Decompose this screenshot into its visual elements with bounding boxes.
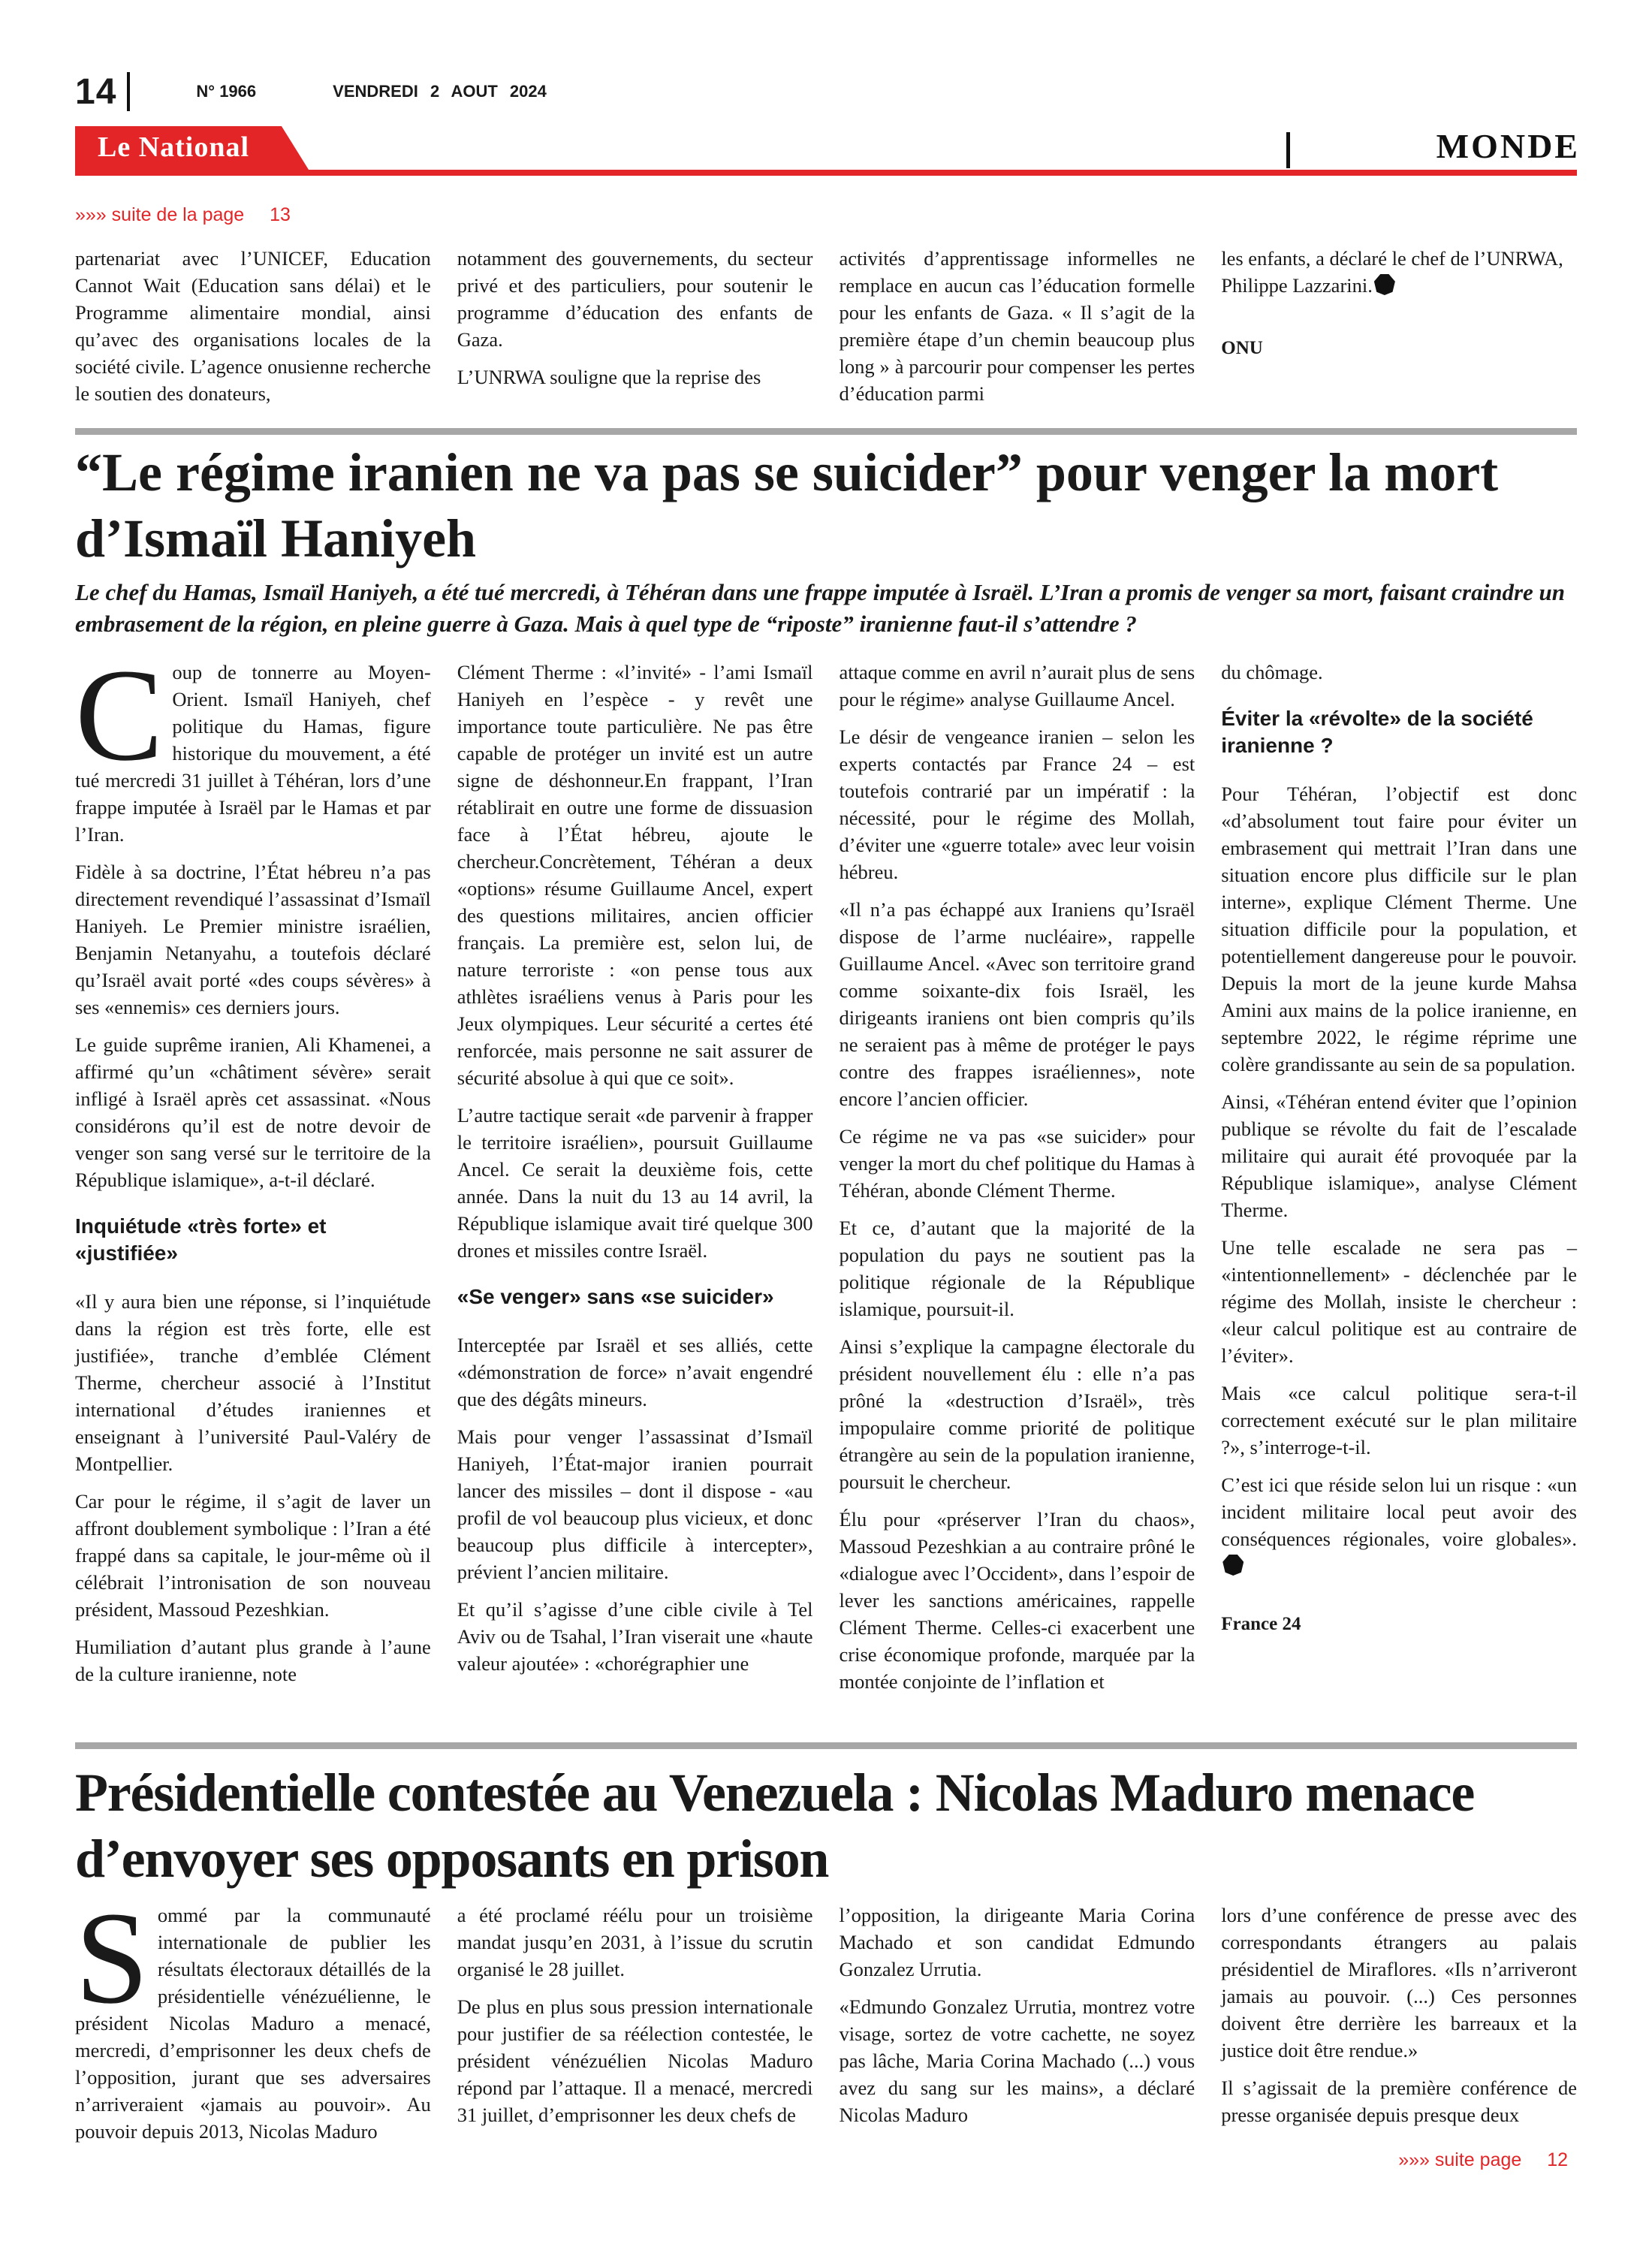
paragraph	[75, 642, 431, 848]
paragraph: a été proclamé réélu pour un troisième mandat jusqu’en 2031, à l’issue du scrutin organisé le 28 juillet.	[457, 1904, 813, 1980]
jump-label: suite de la page	[111, 204, 245, 225]
end-of-article-icon	[1222, 1555, 1244, 1576]
section-title: MONDE	[1436, 127, 1580, 165]
subheading: Inquiétude «très forte» et «justifiée»	[75, 1214, 327, 1265]
paragraph: Il s’agissait de la première conférence de presse organisée depuis presque deux	[1221, 2077, 1577, 2126]
paragraph: partenariat avec l’UNICEF, Education Cannot Wait (Education sans délai) et le Programme alimentaire mondial, ainsi qu’avec des organisations locales de la société civile. L’agence onusienne recherche le soutien des donateurs,	[75, 247, 431, 405]
jump-page: 12	[1547, 2149, 1568, 2170]
paragraph: Ainsi s’explique la campagne électorale du président nouvellement élu : elle n’a pas prôné la «destruction d’Israël», très impopulaire comme priorité de politique étrangère au sein de la population iranienne, poursuit le chercheur.	[839, 1335, 1195, 1493]
paragraph: Mais «ce calcul politique sera-t-il correctement exécuté sur le plan militaire ?», s’interroge-t-il.	[1221, 1382, 1577, 1458]
paragraph	[1221, 1471, 1577, 1579]
paragraph: L’autre tactique serait «de parvenir à frapper le territoire israélien», poursuit Guillaume Ancel. Ce serait la deuxième fois, cette année. Dans la nuit du 13 au 14 avril, la République islamique avait tiré quelque 300 drones et missiles contre Israël.	[457, 1104, 813, 1262]
paragraph: Et qu’il s’agisse d’une cible civile à Tel Aviv ou de Tsahal, l’Iran viserait une «haute valeur ajoutée» : «chorégraphier une	[457, 1598, 813, 1675]
paragraph: activités d’apprentissage informelles ne remplace en aucun cas l’éducation formelle pour les enfants de Gaza. « Il s’agit de la première étape d’un chemin beaucoup plus long » à parcourir pour compenser les pertes d’éducation parmi	[839, 247, 1195, 405]
article-signature: ONU	[1221, 338, 1263, 358]
end-of-article-icon	[1374, 274, 1395, 295]
paragraph-text: oup de tonnerre au Moyen-Orient. Ismaïl Haniyeh, chef politique du Hamas, figure historique du mouvement, a été tué mercredi 31 juillet à Téhéran, lors d’une frappe imputée à Israël par le Hamas et par l’Iran.	[75, 661, 431, 846]
paragraph: Le désir de vengeance iranien – selon les experts contactés par France 24 – est toutefois contrarié par un impératif : la nécessité, pour le régime des Mollah, d’éviter une «guerre totale» avec leur voisin hébreu.	[839, 725, 1195, 883]
column-1	[75, 245, 431, 407]
paragraph: Élu pour «préserver l’Iran du chaos», Massoud Pezeshkian a au contraire prôné le «dialogue avec l’Occident», dans l’espoir de lever les sanctions américaines, rappelle Clément Therme. Celles-ci exacerbent une crise économique profonde, marquée par la montée conjointe de l’inflation et	[839, 1508, 1195, 1693]
paragraph: Mais pour venger l’assassinat d’Ismaïl Haniyeh, l’État-major iranien pourrait lancer des missiles – dont il dispose - «au profil de vol beaucoup plus vicieux, et donc beaucoup plus difficile à intercepter», prévient l’ancien militaire.	[457, 1425, 813, 1583]
article-body	[75, 1885, 1577, 2145]
paragraph: notamment des gouvernements, du secteur privé et des particuliers, pour soutenir le programme d’éducation des enfants de Gaza.	[457, 247, 813, 351]
paragraph: Ce régime ne va pas «se suicider» pour venger la mort du chef politique du Hamas à Téhéran, abonde Clément Therme.	[839, 1125, 1195, 1202]
header-divider	[127, 72, 130, 111]
column-1	[75, 642, 431, 1695]
paragraph: L’UNRWA souligne que la reprise des	[457, 366, 761, 388]
column-2	[457, 245, 813, 407]
paragraph: Pour Téhéran, l’objectif est donc «d’absolument tout faire pour éviter un embrasement qui mettrait l’Iran dans une situation encore plus difficile sur le plan interne», explique Clément Therme. Une situation difficile pour la population, et potentiellement dangereuse pour le pouvoir. Depuis la mort de la jeune kurde Mahsa Amini aux mains de la police iranienne, en septembre 2022, le régime réprime une colère grandissante au sein de sa population.	[1221, 783, 1577, 1075]
paragraph-text: les enfants, a déclaré le chef de l’UNRWA, Philippe Lazzarini.	[1221, 247, 1563, 297]
paragraph: «Il y aura bien une réponse, si l’inquiétude dans la région est très forte, elle est justifiée», tranche d’emblée Clément Therme, chercheur associé à l’Institut international d’études iraniennes et enseignant à l’université Paul-Valéry de Montpellier.	[75, 1290, 431, 1475]
issue-number: N° 1966	[196, 82, 257, 101]
subheading: Éviter la «révolte» de la société iranienne ?	[1221, 707, 1533, 757]
jump-arrows: »»»	[75, 204, 107, 225]
paragraph: «Il n’a pas échappé aux Iraniens qu’Israël dispose de l’arme nucléaire», rappelle Guillaume Ancel. «Avec son territoire grand comme soixante-dix fois Israël, les dirigeants iraniens ont bien compris qu’ils ne seraient pas à même de protéger le pays contre des frappes israéliennes», note encore l’ancien officier.	[839, 898, 1195, 1110]
jump-arrows: »»»	[1398, 2149, 1430, 2170]
column-3	[840, 245, 1195, 407]
jump-label: suite page	[1434, 2149, 1522, 2170]
column-3	[840, 659, 1195, 1695]
column-4	[1221, 1902, 1577, 2145]
continued-on	[1398, 2149, 1568, 2171]
paragraph: Et ce, d’autant que la majorité de la population du pays ne soutient pas la politique régionale de la République islamique, poursuit-il.	[839, 1217, 1195, 1320]
paragraph: De plus en plus sous pression internationale pour justifier de sa réélection contestée, le président vénézuélien Nicolas Maduro répond par l’attaque. Il a menacé, mercredi 31 juillet, d’emprisonner les deux chefs de	[457, 1995, 813, 2126]
paragraph: Fidèle à sa doctrine, l’État hébreu n’a pas directement revendiqué l’assassinat d’Ismaïl Haniyeh. Le Premier ministre israélien, Benjamin Netanyahu, a toutefois déclaré qu’Israël avait porté «des coups sévères» à ses «ennemis» ces derniers jours.	[75, 861, 431, 1018]
brand-rule	[75, 170, 1577, 176]
paragraph	[75, 1885, 431, 2145]
page-number: 14	[75, 71, 117, 112]
column-1	[75, 1885, 431, 2145]
column-2	[457, 1902, 813, 2145]
paragraph: attaque comme en avril n’aurait plus de sens pour le régime» analyse Guillaume Ancel.	[839, 661, 1195, 710]
page-header-meta	[75, 69, 547, 114]
continued-from	[75, 204, 291, 226]
paragraph	[1221, 245, 1577, 299]
article-continuation	[75, 245, 1577, 407]
paragraph: l’opposition, la dirigeante Maria Corina Machado et son candidat Edmundo Gonzalez Urrutia.	[839, 1904, 1195, 1980]
paragraph-text: C’est ici que réside selon lui un risque : «un incident militaire local peut avoir des conséquences régionales, voire globales».	[1221, 1473, 1577, 1550]
paragraph: Ainsi, «Téhéran entend éviter que l’opinion publique se révolte du fait de l’escalade militaire qui aurait été provoquée par la République islamique», analyse Clément Therme.	[1221, 1090, 1577, 1221]
jump-page: 13	[270, 204, 291, 225]
paragraph: «Edmundo Gonzalez Urrutia, montrez votre visage, sortez de votre cachette, ne soyez pas lâche, Maria Corina Machado (...) vous avez du sang sur les mains», a déclaré Nicolas Maduro	[839, 1995, 1195, 2126]
paragraph: du chômage.	[1221, 661, 1323, 683]
article-divider	[75, 1742, 1577, 1749]
paragraph-text: ommé par la communauté internationale de publier les résultats électoraux détaillés de la présidentielle vénézuélienne, le président Nicolas Maduro a menacé, mercredi, d’emprisonner les deux chefs de l’opposition, jurant que ses adversaires n’arriveraient «jamais au pouvoir». Au pouvoir depuis 2013, Nicolas Maduro	[75, 1904, 431, 2143]
drop-cap: S	[75, 1885, 149, 2031]
paragraph: Clément Therme : «l’invité» - l’ami Ismaïl Haniyeh en l’espèce - y revêt une importance toute particulière. Ne pas être capable de protéger un invité est un autre signe de déshonneur.En frappant, l’Iran rétablirait en outre une forme de dissuasion face à l’État hébreu, ajoute le chercheur.Concrètement, Téhéran a deux «options» résume Guillaume Ancel, expert des questions militaires, ancien officier français. La première est, selon lui, de nature terroriste : «on pense tous aux athlètes israéliens venus à Paris pour les Jeux olympiques. Leur sécurité a certes été renforcée, mais personne ne sait assurer de sécurité absolue à qui que ce soit».	[457, 661, 813, 1089]
paragraph: Le guide suprême iranien, Ali Khamenei, a affirmé qu’un «châtiment sévère» serait infligé à Israël après cet assassinat. «Nous considérons qu’il est de notre devoir de venger son sang versé sur le territoire de la République islamique», a-t-il déclaré.	[75, 1033, 431, 1191]
article-body	[75, 642, 1577, 1695]
paragraph: Car pour le régime, il s’agit de laver un affront doublement symbolique : l’Iran a été frappé dans sa capitale, le jour-même où il célébrait l’intronisation de son nouveau président, Massoud Pezeshkian.	[75, 1490, 431, 1621]
brand-logo: Le National	[98, 131, 250, 163]
article-standfirst: Le chef du Hamas, Ismaïl Haniyeh, a été tué mercredi, à Téhéran dans une frappe imputée à Israël. L’Iran a promis de venger sa mort, faisant craindre un embrasement de la région, en pleine guerre à Gaza. Mais à quel type de “riposte” iranienne faut-il s’attendre ?	[75, 579, 1566, 637]
article-headline: Présidentielle contestée au Venezuela : Nicolas Maduro menace d’envoyer ses opposants en prison	[75, 1763, 1475, 1889]
drop-cap: C	[75, 642, 164, 789]
paragraph: Une telle escalade ne sera pas – «intentionnellement» - déclenchée par le régime des Mollah, insiste le chercheur : «leur calcul politique est au contraire de l’éviter».	[1221, 1236, 1577, 1367]
column-3	[840, 1902, 1195, 2145]
paragraph: Interceptée par Israël et ses alliés, cette «démonstration de force» n’avait engendré que des dégâts mineurs.	[457, 1334, 813, 1410]
column-2	[457, 659, 813, 1695]
article-headline: “Le régime iranien ne va pas se suicider” pour venger la mort d’Ismaïl Haniyeh	[75, 442, 1499, 569]
paragraph: lors d’une conférence de presse avec des correspondants étrangers au palais présidentiel de Miraflores. «Ils n’arriveront jamais au pouvoir. (...) Ces personnes doivent être derrière les barreaux et la justice doit être rendue.»	[1221, 1904, 1577, 2061]
article-signature: France 24	[1221, 1614, 1301, 1634]
subheading: «Se venger» sans «se suicider»	[457, 1285, 774, 1308]
publication-date: VENDREDI 2 AOUT 2024	[333, 82, 547, 101]
article-divider	[75, 428, 1577, 435]
paragraph: Humiliation d’autant plus grande à l’aune de la culture iranienne, note	[75, 1636, 431, 1685]
column-4	[1221, 659, 1577, 1695]
column-4	[1221, 245, 1577, 407]
section-divider	[1286, 132, 1290, 168]
